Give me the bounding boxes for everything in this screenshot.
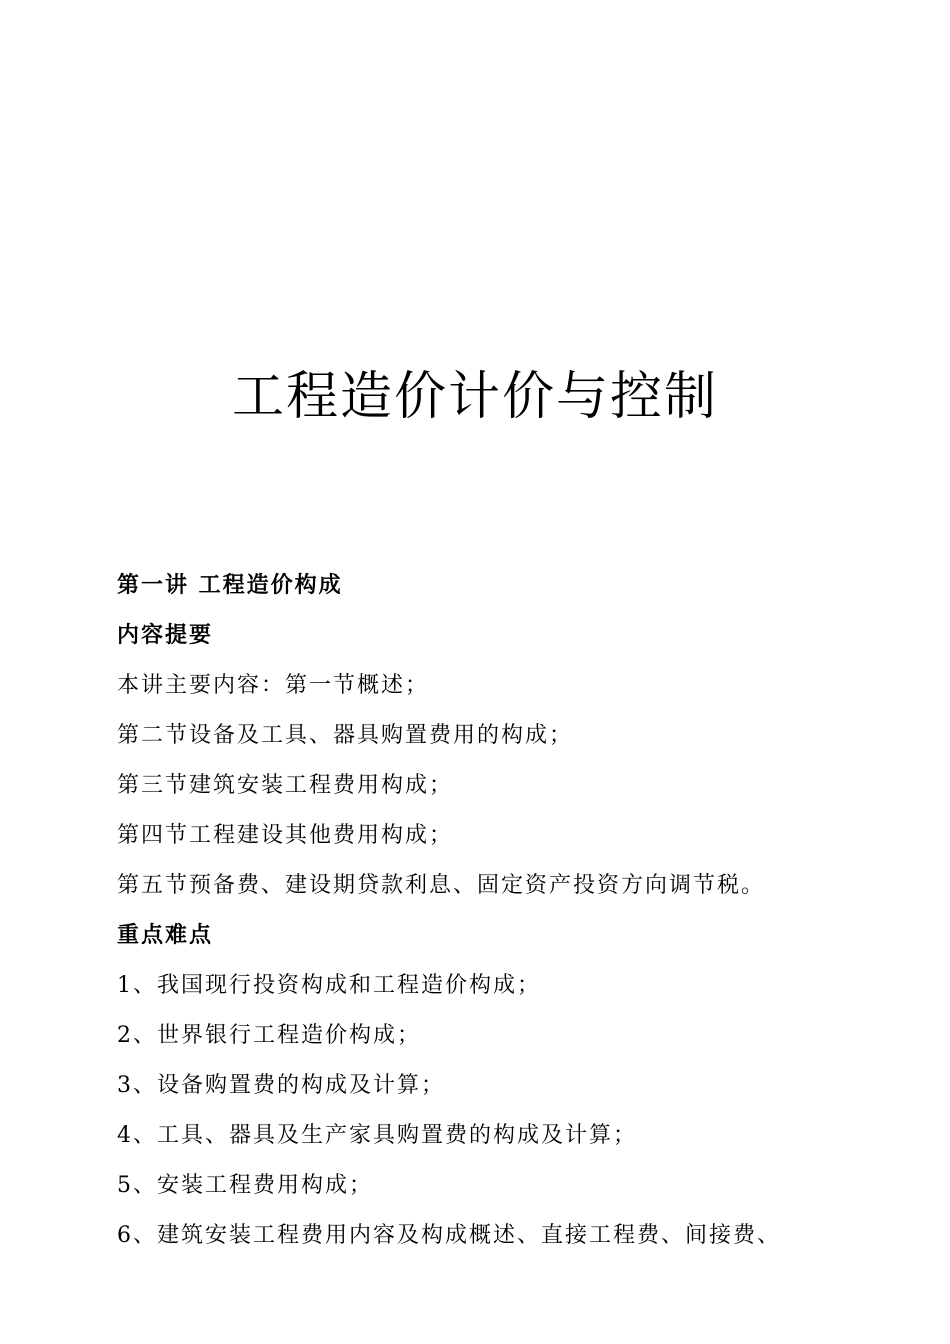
summary-line: 本讲主要内容：第一节概述；: [117, 673, 430, 698]
key-point-item: 1、我国现行投资构成和工程造价构成；: [117, 973, 541, 998]
summary-line: 第二节设备及工具、器具购置费用的构成；: [117, 723, 574, 748]
document-title: 工程造价计价与控制: [231, 367, 718, 427]
key-point-item: 3、设备购置费的构成及计算；: [117, 1073, 445, 1098]
document-body: [117, 564, 877, 1264]
summary-line: 第五节预备费、建设期贷款利息、固定资产投资方向调节税。: [117, 873, 766, 898]
summary-line: 第四节工程建设其他费用构成；: [117, 823, 454, 848]
lecture-heading: 第一讲 工程造价构成: [117, 573, 343, 598]
key-points-heading: 重点难点: [117, 923, 214, 948]
key-point-item: 6、建筑安装工程费用内容及构成概述、直接工程费、间接费、: [117, 1223, 781, 1248]
summary-line: 第三节建筑安装工程费用构成；: [117, 773, 454, 798]
key-point-item: 5、安装工程费用构成；: [117, 1173, 373, 1198]
summary-heading: 内容提要: [117, 623, 214, 648]
key-point-item: 2、世界银行工程造价构成；: [117, 1023, 421, 1048]
key-point-item: 4、工具、器具及生产家具购置费的构成及计算；: [117, 1123, 637, 1148]
